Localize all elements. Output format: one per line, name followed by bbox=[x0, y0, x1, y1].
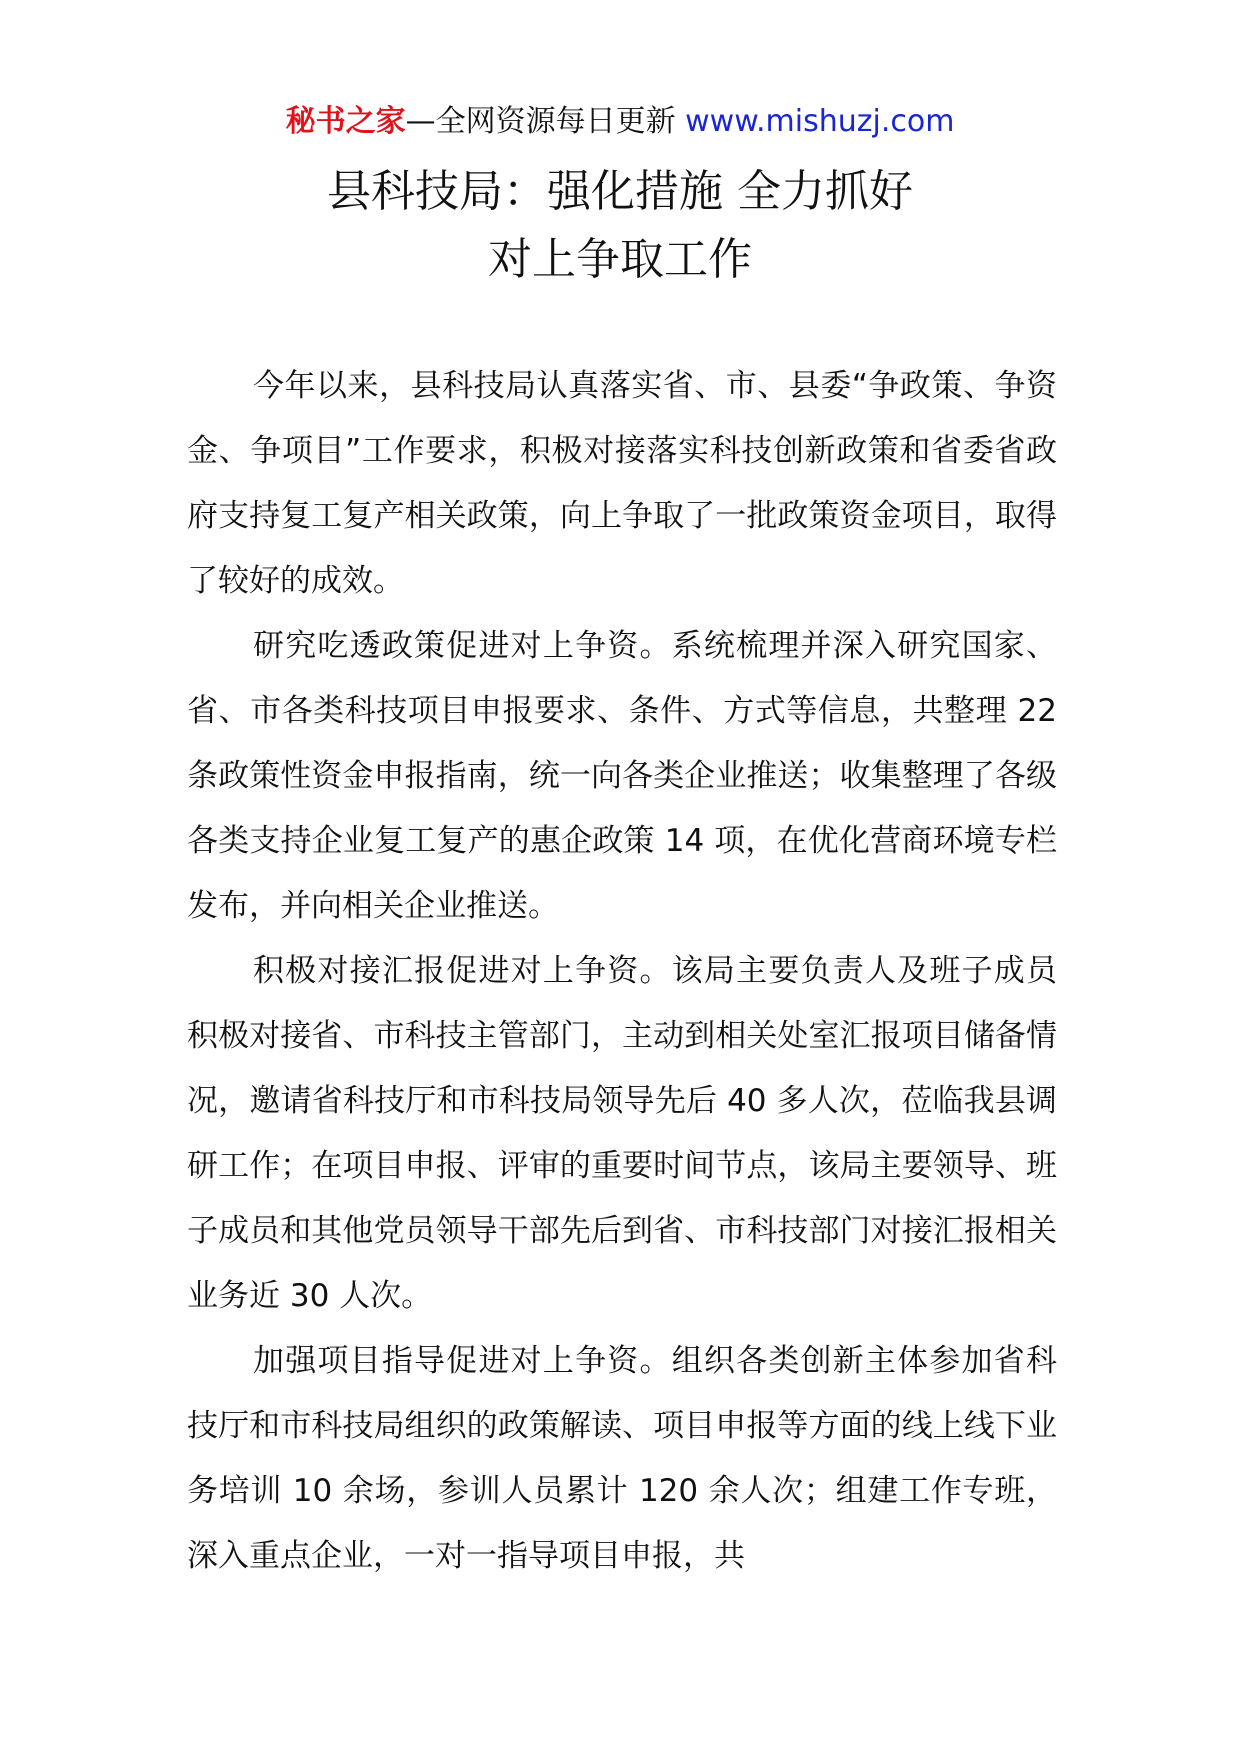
document-body bbox=[187, 354, 1057, 1589]
site-url-link[interactable]: www.mishuzj.com bbox=[685, 104, 955, 139]
site-header bbox=[0, 100, 1240, 144]
brand-name: 秘书之家 bbox=[285, 104, 406, 139]
document-title-line-2: 对上争取工作 bbox=[488, 234, 752, 285]
body-paragraph-policy-study: 研究吃透政策促进对上争资。系统梳理并深入研究国家、省、市各类科技项目申报要求、条件、方式等信息，共整理 22 条政策性资金申报指南，统一向各类企业推送；收集整理了各级各类支持企业复工复产的惠企政策 14 项，在优化营商环境专栏发布，并向相关企业推送。 bbox=[187, 628, 1057, 924]
document-title-line-1: 县科技局：强化措施 全力抓好 bbox=[327, 166, 913, 217]
body-paragraph-project-guidance: 加强项目指导促进对上争资。组织各类创新主体参加省科技厅和市科技局组织的政策解读、项目申报等方面的线上线下业务培训 10 余场，参训人员累计 120 余人次；组建工作专班，深入重点企业，一对一指导项目申报，共 bbox=[187, 1343, 1057, 1574]
body-paragraph-intro: 今年以来，县科技局认真落实省、市、县委“争政策、争资金、争项目”工作要求，积极对接落实科技创新政策和省委省政府支持复工复产相关政策，向上争取了一批政策资金项目，取得了较好的成效。 bbox=[187, 368, 1057, 599]
header-tagline: —全网资源每日更新 bbox=[405, 104, 676, 139]
body-paragraph-reporting: 积极对接汇报促进对上争资。该局主要负责人及班子成员积极对接省、市科技主管部门，主动到相关处室汇报项目储备情况，邀请省科技厅和市科技局领导先后 40 多人次，莅临我县调研工作；在项目申报、评审的重要时间节点，该局主要领导、班子成员和其他党员领导干部先后到省、市科技部门对接汇报相关业务近 30 人次。 bbox=[187, 953, 1057, 1314]
